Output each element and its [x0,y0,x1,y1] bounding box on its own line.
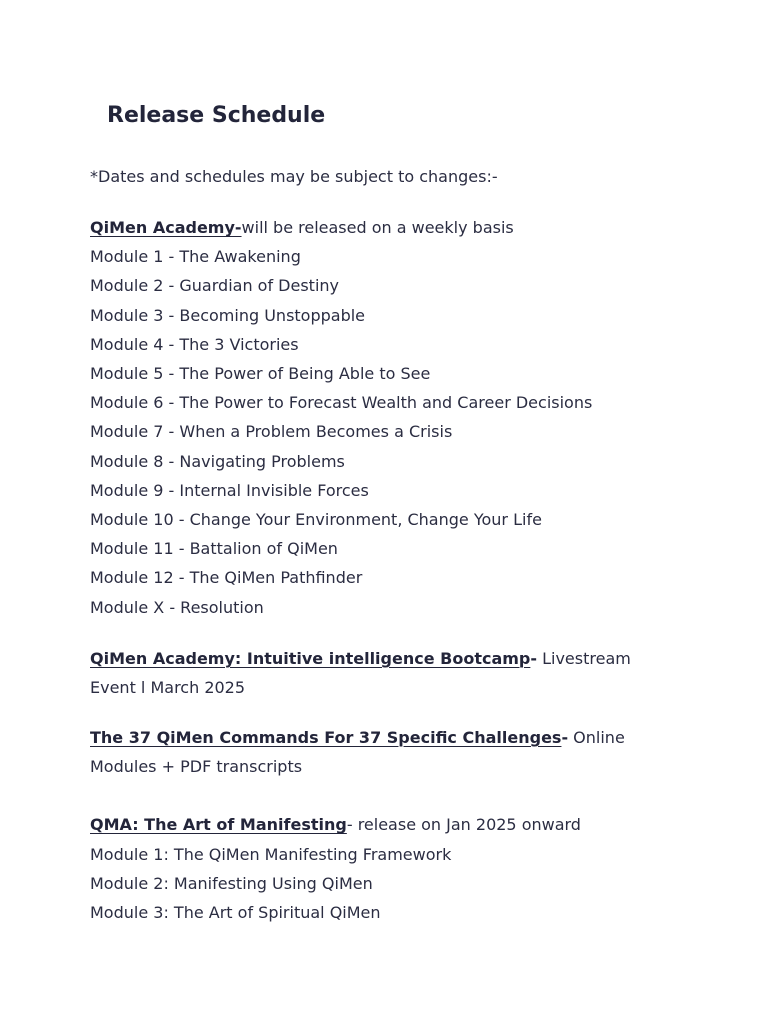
page-title: Release Schedule [107,103,326,128]
module-item: Module 8 - Navigating Problems [90,451,345,471]
module-item: Module 3 - Becoming Unstoppable [90,305,366,325]
section-header [90,644,650,702]
section-bootcamp [90,644,690,702]
section-header [90,723,650,781]
section-qimen-academy [90,213,690,622]
section-heading-link[interactable]: QiMen Academy: Intuitive intelligence Bootcamp [90,648,531,668]
module-item: Module 10 - Change Your Environment, Change Your Life [90,510,542,530]
section-heading-link[interactable]: QiMen Academy- [90,218,242,237]
section-37-commands [90,723,690,781]
module-item: Module 2 - Guardian of Destiny [90,276,339,296]
section-dash: - [530,648,538,668]
disclaimer: *Dates and schedules may be subject to changes:- [90,167,498,186]
module-item: Module X - Resolution [90,597,264,617]
section-heading-link[interactable]: QMA: The Art of Manifesting [90,815,347,835]
module-item: Module 5 - The Power of Being Able to See [90,364,431,384]
section-dash: - [561,727,569,747]
section-suffix: will be released on a weekly basis [241,218,514,237]
schedule-content [90,162,690,927]
module-item: Module 12 - The QiMen Pathfinder [90,568,363,588]
module-item: Module 1 - The Awakening [90,247,301,267]
section-heading-link[interactable]: The 37 QiMen Commands For 37 Specific Challenges [90,727,562,747]
module-item: Module 7 - When a Problem Becomes a Crisis [90,422,453,442]
module-item: Module 6 - The Power to Forecast Wealth and Career Decisions [90,393,593,413]
section-header [90,213,690,242]
module-item: Module 1: The QiMen Manifesting Framework [90,844,452,864]
module-item: Module 9 - Internal Invisible Forces [90,480,369,500]
section-art-of-manifesting [90,810,690,927]
section-suffix: Livestream Event l March 2025 [90,648,631,697]
section-suffix: Online Modules + PDF transcripts [90,727,625,776]
module-item: Module 2: Manifesting Using QiMen [90,873,373,893]
module-item: Module 3: The Art of Spiritual QiMen [90,903,381,923]
section-header [90,810,690,839]
module-item: Module 11 - Battalion of QiMen [90,539,338,559]
module-item: Module 4 - The 3 Victories [90,334,299,354]
section-suffix: - release on Jan 2025 onward [346,815,581,835]
